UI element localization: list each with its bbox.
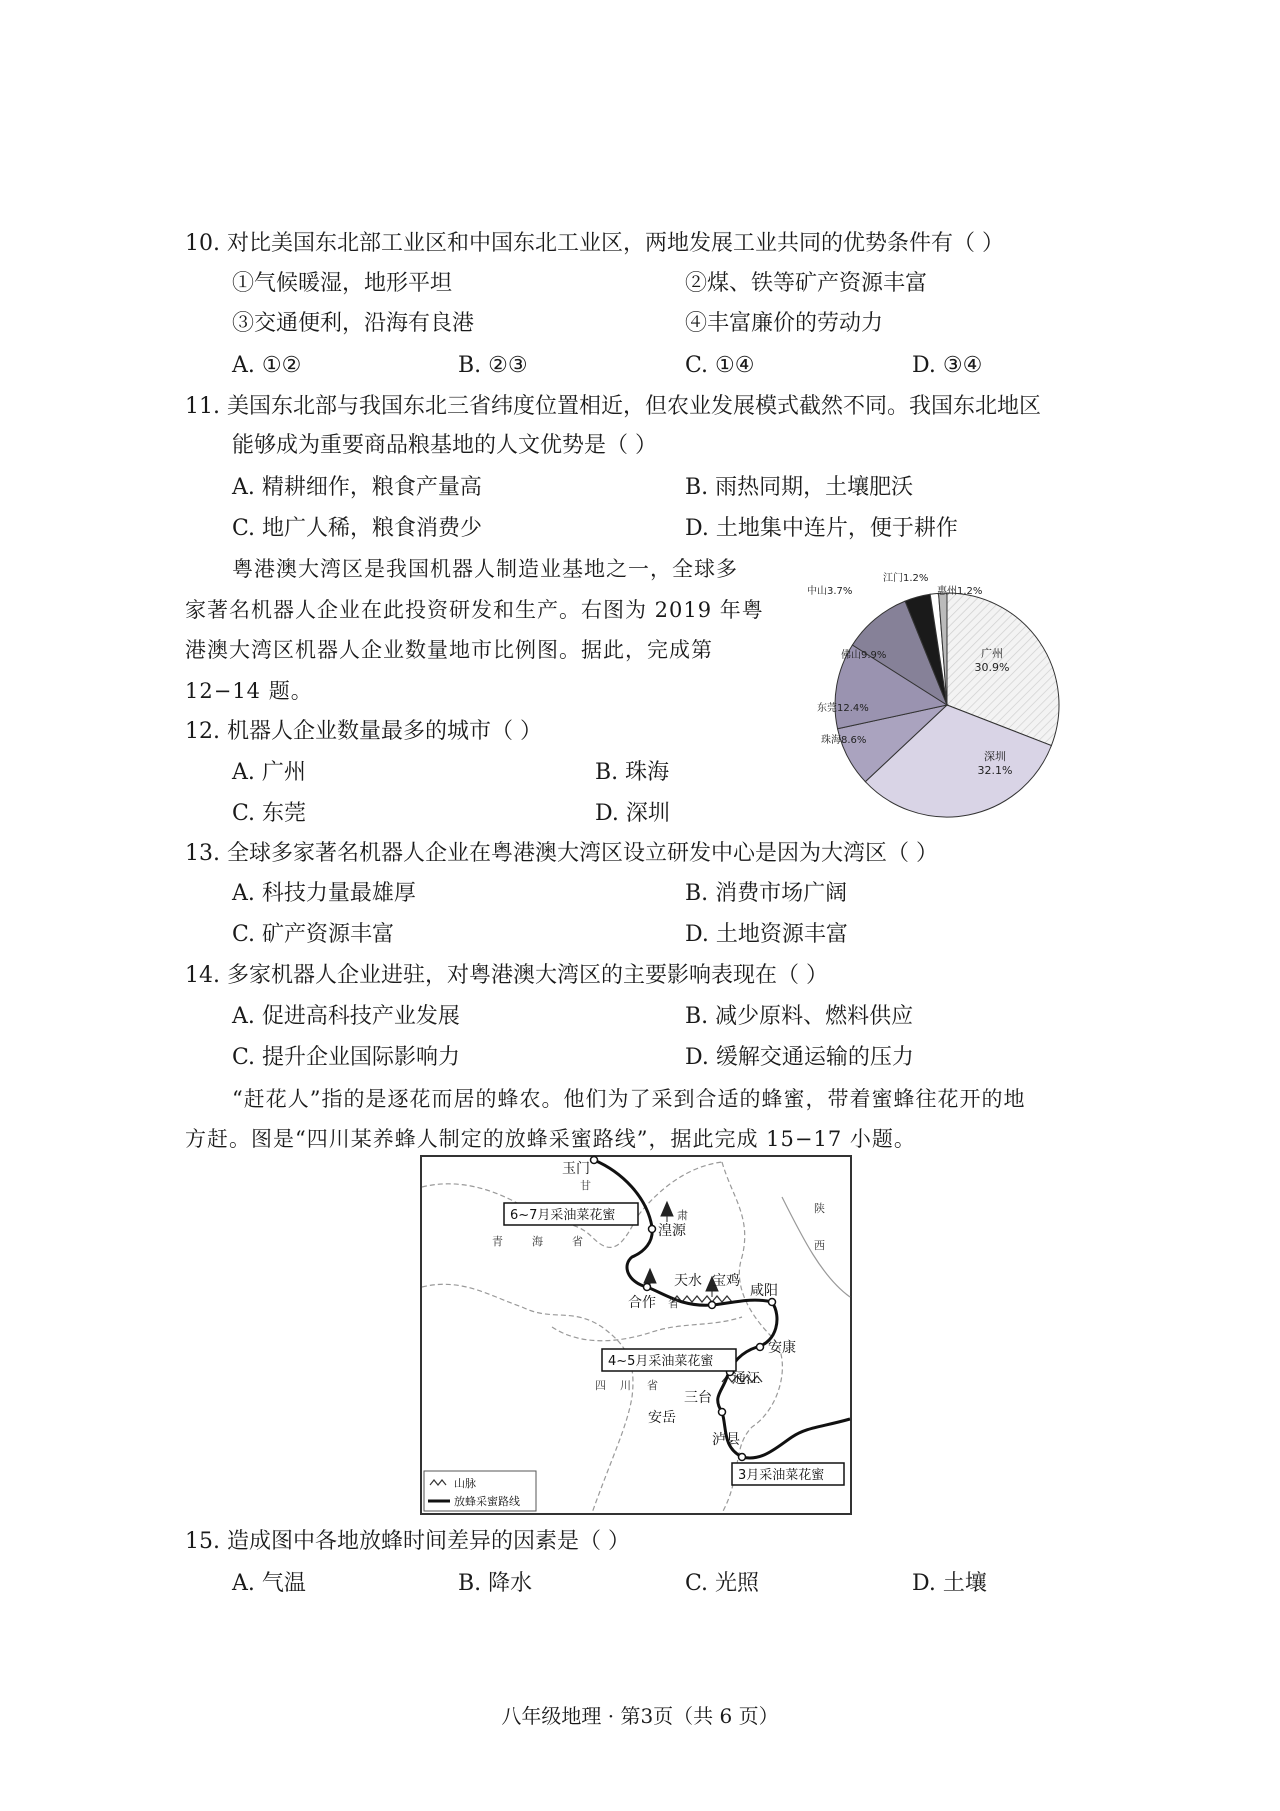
q14-option-b: B. 减少原料、燃料供应 <box>685 1004 914 1029</box>
label-hai: 海 <box>532 1235 543 1248</box>
q10-option-b: B. ②③ <box>458 353 528 378</box>
q10-item-2: ②煤、铁等矿产资源丰富 <box>685 271 928 296</box>
q10-item-4: ④丰富廉价的劳动力 <box>685 311 884 336</box>
label-tongjiang: 通江 <box>732 1371 760 1387</box>
point-yumen <box>591 1157 598 1164</box>
pie-label-name-1: 广州 <box>981 647 1003 660</box>
pie-label-name-2: 深圳 <box>984 750 1006 763</box>
q12-option-a: A. 广州 <box>232 760 306 785</box>
q13-stem: 13. 全球多家著名机器人企业在粤港澳大湾区设立研发中心是因为大湾区（ ） <box>185 841 938 866</box>
q10-stem: 10. 对比美国东北部工业区和中国东北工业区，两地发展工业共同的优势条件有（ ） <box>185 231 1004 256</box>
pie-label-4: 东莞12.4% <box>817 703 869 714</box>
label-tianshui: 天水 <box>674 1273 702 1289</box>
label-santai: 三台 <box>684 1390 712 1406</box>
q11-option-d: D. 土地集中连片，便于耕作 <box>685 516 958 541</box>
label-ankang: 安康 <box>768 1340 796 1356</box>
legend-mountain-label: 山脉 <box>454 1477 476 1490</box>
label-xi: 西 <box>814 1239 825 1252</box>
point-huangyuan <box>649 1226 656 1233</box>
label-hezuo: 合作 <box>628 1295 656 1311</box>
label-su: 肃 <box>677 1209 688 1222</box>
map-svg <box>422 1157 850 1513</box>
point-xianyang <box>769 1299 776 1306</box>
q14-option-a: A. 促进高科技产业发展 <box>232 1004 460 1029</box>
q14-option-c: C. 提升企业国际影响力 <box>232 1045 461 1070</box>
q12-option-b: B. 珠海 <box>595 760 670 785</box>
q15-option-b: B. 降水 <box>458 1571 533 1596</box>
label-gan: 甘 <box>580 1179 591 1192</box>
q15-option-d: D. 土壤 <box>912 1571 987 1596</box>
q15-stem: 15. 造成图中各地放蜂时间差异的因素是（ ） <box>185 1529 630 1554</box>
robot-enterprise-pie-chart <box>807 565 1080 830</box>
boundary-line <box>722 1162 782 1513</box>
route-label-apr-may: 4~5月采油菜花蜜 <box>608 1354 714 1369</box>
label-shan: 陕 <box>814 1202 825 1215</box>
pie-label-8: 惠州1.2% <box>937 586 983 597</box>
pie-label-value-2: 32.1% <box>977 764 1013 777</box>
tree-icon <box>661 1202 673 1222</box>
legend-route-label: 放蜂采蜜路线 <box>454 1495 520 1508</box>
page-footer: 八年级地理 · 第3页（共 6 页） <box>501 1704 779 1728</box>
point-tianshui <box>709 1302 716 1309</box>
route-label-mar: 3月采油菜花蜜 <box>738 1468 825 1483</box>
q15-option-a: A. 气温 <box>232 1571 306 1596</box>
point-hezuo <box>644 1284 651 1291</box>
q10-option-d: D. ③④ <box>912 353 983 378</box>
label-anyue: 安岳 <box>648 1410 676 1426</box>
q10-item-3: ③交通便利，沿海有良港 <box>232 311 475 336</box>
q13-option-a: A. 科技力量最雄厚 <box>232 881 416 906</box>
q14-stem: 14. 多家机器人企业进驻，对粤港澳大湾区的主要影响表现在（ ） <box>185 963 828 988</box>
q12-option-c: C. 东莞 <box>232 801 307 826</box>
label-qing: 青 <box>492 1235 503 1248</box>
q11-option-a: A. 精耕细作，粮食产量高 <box>232 475 482 500</box>
point-ankang <box>757 1344 764 1351</box>
label-sheng-qinghai: 省 <box>572 1235 583 1248</box>
point-santai <box>719 1409 726 1416</box>
intro12-line2: 家著名机器人企业在此投资研发和生产。右图为 2019 年粤 <box>185 598 764 622</box>
q13-option-c: C. 矿产资源丰富 <box>232 922 395 947</box>
point-luxian <box>739 1454 746 1461</box>
label-baoji: 宝鸡 <box>712 1273 740 1289</box>
bee-route-map <box>420 1155 852 1515</box>
pie-label-value-1: 30.9% <box>974 661 1010 674</box>
q11-option-c: C. 地广人稀，粮食消费少 <box>232 516 483 541</box>
label-si: 四 <box>595 1379 606 1392</box>
pie-label-7: 江门1.2% <box>883 573 929 584</box>
q13-option-b: B. 消费市场广阔 <box>685 881 848 906</box>
intro12-line4: 12−14 题。 <box>185 679 313 703</box>
label-huangyuan: 湟源 <box>658 1223 686 1239</box>
pie-label-3: 珠海8.6% <box>821 735 867 746</box>
q12-stem: 12. 机器人企业数量最多的城市（ ） <box>185 719 542 744</box>
label-sheng-gansu: 省 <box>668 1297 679 1310</box>
q10-item-1: ①气候暖湿，地形平坦 <box>232 271 453 296</box>
q11-option-b: B. 雨热同期，土壤肥沃 <box>685 475 914 500</box>
label-yumen: 玉门 <box>562 1161 590 1177</box>
q10-option-a: A. ①② <box>232 353 302 378</box>
label-chuan: 川 <box>620 1379 631 1392</box>
q11-stem-line2: 能够成为重要商品粮基地的人文优势是（ ） <box>232 433 657 458</box>
label-xianyang: 咸阳 <box>750 1283 778 1299</box>
pie-label-6: 中山3.7% <box>807 586 853 597</box>
intro12-line1: 粤港澳大湾区是我国机器人制造业基地之一，全球多 <box>232 557 738 581</box>
boundary-line <box>552 1317 742 1341</box>
q15-option-c: C. 光照 <box>685 1571 760 1596</box>
label-luxian: 泸县 <box>712 1432 740 1448</box>
intro12-line3: 港澳大湾区机器人企业数量地市比例图。据此，完成第 <box>185 638 713 662</box>
q11-stem-line1: 11. 美国东北部与我国东北三省纬度位置相近，但农业发展模式截然不同。我国东北地区 <box>185 394 1041 419</box>
pie-svg <box>807 565 1080 830</box>
q13-option-d: D. 土地资源丰富 <box>685 922 848 947</box>
q12-option-d: D. 深圳 <box>595 801 670 826</box>
route-label-jun-jul: 6~7月采油菜花蜜 <box>510 1208 616 1223</box>
q14-option-d: D. 缓解交通运输的压力 <box>685 1045 914 1070</box>
pie-label-5: 佛山9.9% <box>841 650 887 661</box>
q10-option-c: C. ①④ <box>685 353 755 378</box>
intro15-line2: 方赶。图是“四川某养蜂人制定的放蜂采蜜路线”，据此完成 15−17 小题。 <box>185 1127 916 1151</box>
label-sheng-sichuan: 省 <box>647 1379 658 1392</box>
intro15-line1: “赶花人”指的是逐花而居的蜂农。他们为了采到合适的蜂蜜，带着蜜蜂往花开的地 <box>232 1087 1026 1111</box>
